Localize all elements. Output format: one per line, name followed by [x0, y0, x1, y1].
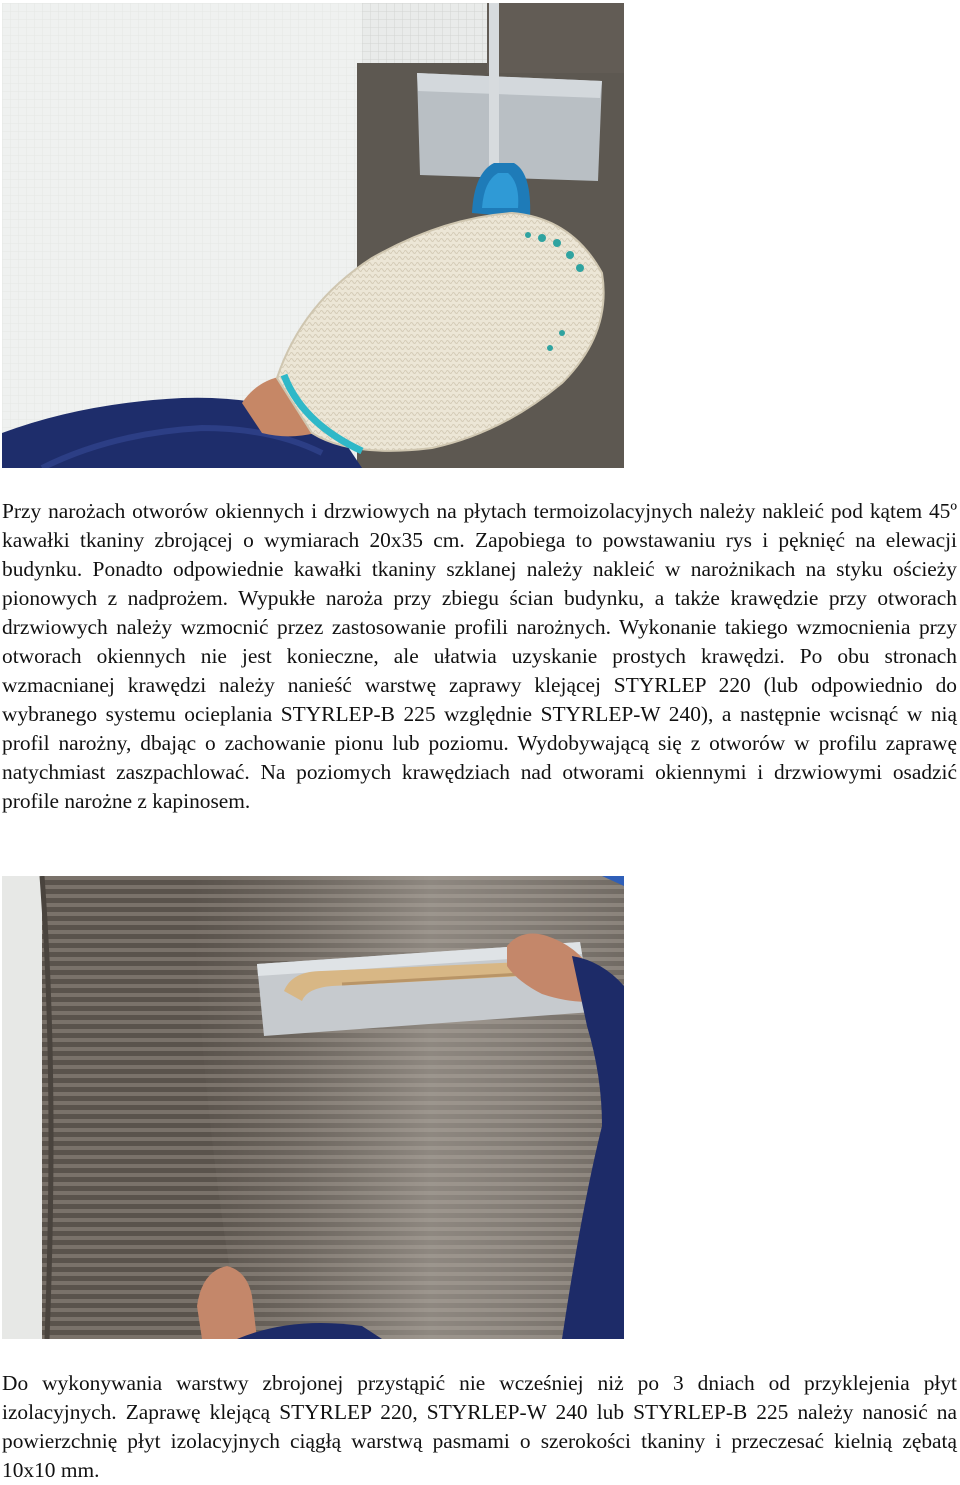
paragraph-corner-reinforcement: Przy narożach otworów okiennych i drzwiowych na płytach termoizolacyjnych należy nakleić pod kątem 45º kawałki tkaniny zbrojącej o wymiarach 20x35 cm. Zapobiega to powstawaniu rys i pęknięć na elewacji budynku. Ponadto odpowiednie kawałki tkaniny szklanej należy nakleić w narożnikach na styku ościeży pionowych z nadprożem. Wypukłe naroża przy zbiegu ścian budynku, a także krawędzie przy otworach drzwiowych należy wzmocnić przez zastosowanie profili narożnych. Wykonanie takiego wzmocnienia przy otworach okiennych nie jest konieczne, ale ułatwia uzyskanie prostych krawędzi. Po obu stronach wzmacnianej krawędzi należy nanieść warstwę zaprawy klejącej STYRLEP 220 (lub odpowiednio do wybranego systemu ocieplania STYRLEP-B 225 względnie STYRLEP-W 240), a następnie wcisnąć w nią profil narożny, dbając o zachowanie pionu lub poziomu. Wydobywającą się z otworów w profilu zaprawę natychmiast zaszpachlować. Na poziomych krawędziach nad otworami okiennymi i drzwiowymi osadzić profile narożne z kapinosem.	[2, 499, 957, 813]
photo-corner-profile	[2, 3, 624, 468]
photo-notched-trowel	[2, 876, 624, 1339]
paragraph-reinforced-layer: Do wykonywania warstwy zbrojonej przystąpić nie wcześniej niż po 3 dniach od przyklejenia płyt izolacyjnych. Zaprawę klejącą STYRLEP 220, STYRLEP-W 240 lub STYRLEP-B 225 należy nanosić na powierzchnię płyt izolacyjnych ciągłą warstwą pasmami o szerokości tkaniny i przeczesać kielnią zębatą 10x10 mm.	[2, 1371, 957, 1482]
